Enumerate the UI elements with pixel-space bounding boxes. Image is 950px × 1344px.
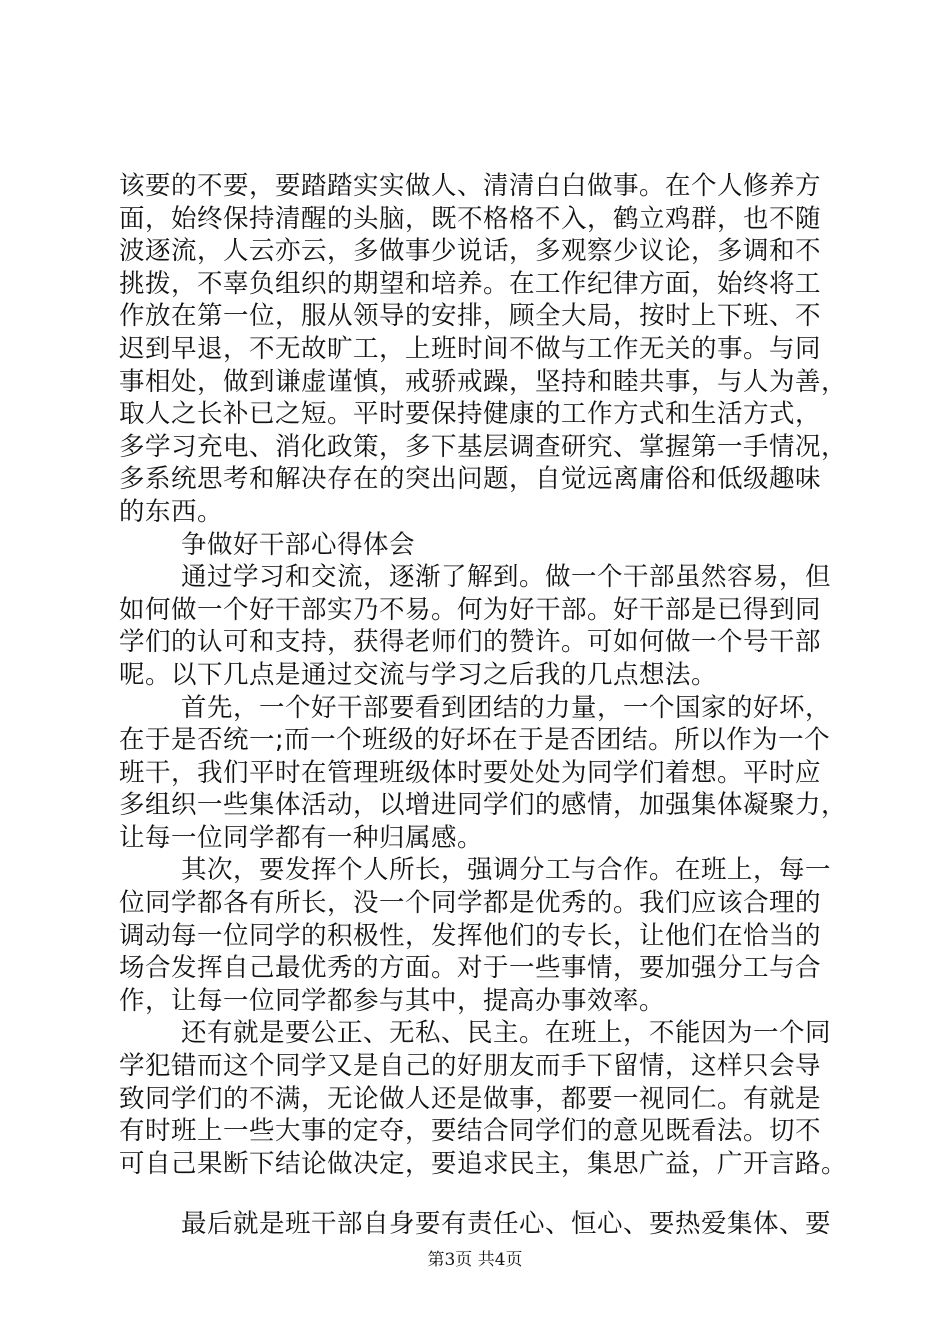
text-line: 学们的认可和支持，获得老师们的赞许。可如何做一个号干部	[119, 627, 822, 658]
text-line: 面，始终保持清醒的头脑，既不格格不入，鹤立鸡群，也不随	[119, 203, 822, 234]
text-line: 的东西。	[119, 496, 224, 527]
text-line: 致同学们的不满，无论做人还是做事，都要一视同仁。有就是	[119, 1083, 822, 1114]
text-line: 首先，一个好干部要看到团结的力量，一个国家的好坏，	[181, 692, 832, 723]
text-line: 呢。以下几点是通过交流与学习之后我的几点想法。	[119, 659, 718, 690]
page-footer	[0, 1245, 950, 1270]
text-line: 挑拨，不辜负组织的期望和培养。在工作纪律方面，始终将工	[119, 268, 822, 299]
text-line: 事相处，做到谦虚谨慎，戒骄戒躁，坚持和睦共事，与人为善，	[119, 366, 848, 397]
text-line: 场合发挥自己最优秀的方面。对于一些事情，要加强分工与合	[119, 953, 822, 984]
text-line: 还有就是要公正、无私、民主。在班上，不能因为一个同	[181, 1018, 832, 1049]
text-line: 多系统思考和解决存在的突出问题，自觉远离庸俗和低级趣味	[119, 464, 822, 495]
text-line: 让每一位同学都有一种归属感。	[119, 822, 484, 853]
text-line: 调动每一位同学的积极性，发挥他们的专长，让他们在恰当的	[119, 920, 822, 951]
text-line: 取人之长补已之短。平时要保持健康的工作方式和生活方式，	[119, 399, 822, 430]
text-line: 多学习充电、消化政策，多下基层调查研究、掌握第一手情况，	[119, 431, 848, 462]
text-line: 在于是否统一;而一个班级的好坏在于是否团结。所以作为一个	[119, 725, 831, 756]
page-number: 第3页 共4页	[427, 1250, 523, 1270]
text-line: 多组织一些集体活动，以增进同学们的感情，加强集体凝聚力，	[119, 790, 848, 821]
text-line: 作放在第一位，服从领导的安排，顾全大局，按时上下班、不	[119, 301, 822, 332]
document-body	[119, 170, 848, 1241]
text-line: 其次，要发挥个人所长，强调分工与合作。在班上，每一	[181, 855, 832, 886]
text-line: 作，让每一位同学都参与其中，提高办事效率。	[119, 985, 666, 1016]
text-line: 有时班上一些大事的定夺，要结合同学们的意见既看法。切不	[119, 1116, 822, 1147]
text-line: 可自己果断下结论做决定，要追求民主，集思广益，广开言路。	[119, 1148, 848, 1179]
text-line: 班干，我们平时在管理班级体时要处处为同学们着想。平时应	[119, 757, 822, 788]
section-title: 争做好干部心得体会	[181, 529, 416, 560]
text-line: 如何做一个好干部实乃不易。何为好干部。好干部是已得到同	[119, 594, 822, 625]
text-line: 通过学习和交流，逐渐了解到。做一个干部虽然容易，但	[181, 562, 832, 593]
text-line: 该要的不要，要踏踏实实做人、清清白白做事。在个人修养方	[119, 171, 822, 201]
text-line: 位同学都各有所长，没一个同学都是优秀的。我们应该合理的	[119, 888, 822, 919]
text-line: 波逐流，人云亦云，多做事少说话，多观察少议论，多调和不	[119, 236, 822, 267]
text-line: 学犯错而这个同学又是自己的好朋友而手下留情，这样只会导	[119, 1051, 822, 1082]
text-line: 最后就是班干部自身要有责任心、恒心、要热爱集体、要	[181, 1209, 832, 1240]
text-line: 迟到早退，不无故旷工，上班时间不做与工作无关的事。与同	[119, 333, 822, 364]
